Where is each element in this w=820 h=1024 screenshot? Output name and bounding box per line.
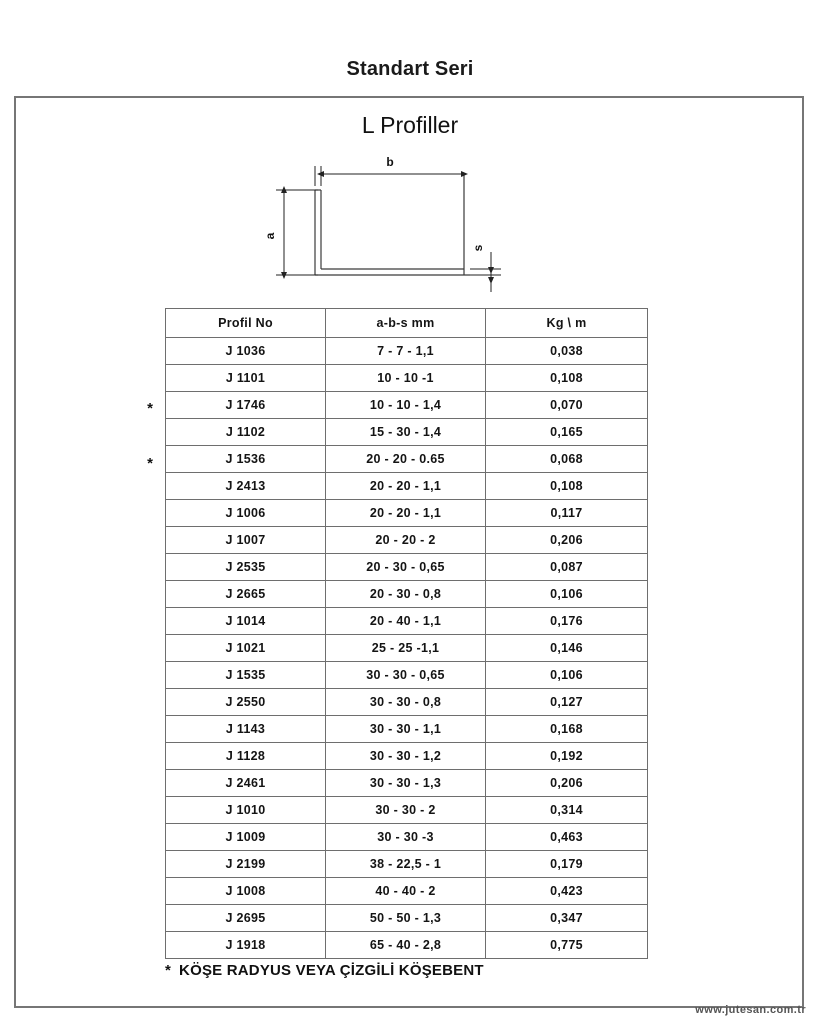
column-header-weight: Kg \ m bbox=[486, 309, 648, 338]
table-row bbox=[166, 446, 648, 473]
cell-weight: 0,314 bbox=[486, 797, 648, 824]
table-row bbox=[166, 500, 648, 527]
cell-dimensions: 20 - 30 - 0,8 bbox=[326, 581, 486, 608]
footnote-asterisk: * bbox=[165, 962, 172, 979]
table-row bbox=[166, 662, 648, 689]
cell-profil-no: J 1009 bbox=[166, 824, 326, 851]
cell-dimensions: 30 - 30 - 1,1 bbox=[326, 716, 486, 743]
cell-profil-no: J 1036 bbox=[166, 338, 326, 365]
table-row bbox=[166, 743, 648, 770]
cell-dimensions: 15 - 30 - 1,4 bbox=[326, 419, 486, 446]
cell-weight: 0,106 bbox=[486, 662, 648, 689]
cell-profil-no: J 1014 bbox=[166, 608, 326, 635]
table-row bbox=[166, 554, 648, 581]
section-heading: L Profiller bbox=[361, 112, 459, 138]
l-profile-drawing bbox=[258, 152, 508, 302]
profile-spec-table bbox=[165, 308, 648, 959]
row-asterisk-marker: * bbox=[147, 454, 153, 472]
table-row bbox=[166, 797, 648, 824]
table-row bbox=[166, 770, 648, 797]
cell-weight: 0,146 bbox=[486, 635, 648, 662]
cell-weight: 0,165 bbox=[486, 419, 648, 446]
cell-dimensions: 25 - 25 -1,1 bbox=[326, 635, 486, 662]
cell-weight: 0,108 bbox=[486, 473, 648, 500]
cell-profil-no: J 1746 bbox=[166, 392, 326, 419]
table-row bbox=[166, 419, 648, 446]
table-row bbox=[166, 851, 648, 878]
cell-profil-no: J 1006 bbox=[166, 500, 326, 527]
table-row bbox=[166, 527, 648, 554]
cell-profil-no: J 2199 bbox=[166, 851, 326, 878]
cell-dimensions: 7 - 7 - 1,1 bbox=[326, 338, 486, 365]
cell-dimensions: 30 - 30 - 0,65 bbox=[326, 662, 486, 689]
cell-profil-no: J 1021 bbox=[166, 635, 326, 662]
cell-profil-no: J 1102 bbox=[166, 419, 326, 446]
cell-weight: 0,038 bbox=[486, 338, 648, 365]
cell-weight: 0,176 bbox=[486, 608, 648, 635]
table-row bbox=[166, 824, 648, 851]
cell-profil-no: J 2695 bbox=[166, 905, 326, 932]
cell-weight: 0,127 bbox=[486, 689, 648, 716]
cell-dimensions: 30 - 30 -3 bbox=[326, 824, 486, 851]
cell-profil-no: J 1010 bbox=[166, 797, 326, 824]
cell-dimensions: 20 - 30 - 0,65 bbox=[326, 554, 486, 581]
cell-weight: 0,179 bbox=[486, 851, 648, 878]
footnote-text: KÖŞE RADYUS VEYA ÇİZGİLİ KÖŞEBENT bbox=[179, 962, 484, 979]
cell-dimensions: 30 - 30 - 1,2 bbox=[326, 743, 486, 770]
cell-weight: 0,463 bbox=[486, 824, 648, 851]
column-header-dimensions: a-b-s mm bbox=[326, 309, 486, 338]
cell-weight: 0,117 bbox=[486, 500, 648, 527]
page-title: Standart Seri bbox=[346, 58, 474, 80]
cell-weight: 0,192 bbox=[486, 743, 648, 770]
dimension-label-a: a bbox=[263, 232, 277, 240]
cell-profil-no: J 2461 bbox=[166, 770, 326, 797]
cell-dimensions: 20 - 20 - 0.65 bbox=[326, 446, 486, 473]
cell-weight: 0,347 bbox=[486, 905, 648, 932]
cell-weight: 0,206 bbox=[486, 770, 648, 797]
cell-weight: 0,168 bbox=[486, 716, 648, 743]
cell-dimensions: 30 - 30 - 2 bbox=[326, 797, 486, 824]
cell-profil-no: J 2550 bbox=[166, 689, 326, 716]
cell-weight: 0,775 bbox=[486, 932, 648, 959]
cell-weight: 0,068 bbox=[486, 446, 648, 473]
cell-dimensions: 10 - 10 -1 bbox=[326, 365, 486, 392]
cell-weight: 0,087 bbox=[486, 554, 648, 581]
cell-weight: 0,108 bbox=[486, 365, 648, 392]
cell-dimensions: 20 - 20 - 1,1 bbox=[326, 500, 486, 527]
table-row bbox=[166, 716, 648, 743]
cell-dimensions: 20 - 40 - 1,1 bbox=[326, 608, 486, 635]
cell-profil-no: J 1008 bbox=[166, 878, 326, 905]
dimension-label-b: b bbox=[386, 155, 394, 169]
dimension-label-s: s bbox=[471, 244, 485, 252]
table-row bbox=[166, 338, 648, 365]
cell-weight: 0,106 bbox=[486, 581, 648, 608]
table-row bbox=[166, 608, 648, 635]
cell-profil-no: J 1128 bbox=[166, 743, 326, 770]
table-row bbox=[166, 392, 648, 419]
cell-profil-no: J 1918 bbox=[166, 932, 326, 959]
cell-dimensions: 50 - 50 - 1,3 bbox=[326, 905, 486, 932]
cell-dimensions: 40 - 40 - 2 bbox=[326, 878, 486, 905]
row-asterisk-marker: * bbox=[147, 399, 153, 417]
table-row bbox=[166, 581, 648, 608]
footnote bbox=[165, 962, 665, 979]
cell-dimensions: 30 - 30 - 1,3 bbox=[326, 770, 486, 797]
cell-dimensions: 20 - 20 - 1,1 bbox=[326, 473, 486, 500]
table-header-row bbox=[166, 309, 648, 338]
table-row bbox=[166, 365, 648, 392]
site-watermark: www.jutesan.com.tr bbox=[695, 1004, 806, 1016]
table-row bbox=[166, 905, 648, 932]
column-header-profil-no: Profil No bbox=[166, 309, 326, 338]
cell-profil-no: J 1007 bbox=[166, 527, 326, 554]
cell-profil-no: J 1101 bbox=[166, 365, 326, 392]
cell-dimensions: 38 - 22,5 - 1 bbox=[326, 851, 486, 878]
cell-profil-no: J 2413 bbox=[166, 473, 326, 500]
cell-weight: 0,206 bbox=[486, 527, 648, 554]
cell-profil-no: J 1143 bbox=[166, 716, 326, 743]
cell-weight: 0,070 bbox=[486, 392, 648, 419]
table-row bbox=[166, 878, 648, 905]
table-row bbox=[166, 473, 648, 500]
cell-weight: 0,423 bbox=[486, 878, 648, 905]
cell-profil-no: J 2665 bbox=[166, 581, 326, 608]
cell-dimensions: 65 - 40 - 2,8 bbox=[326, 932, 486, 959]
cell-dimensions: 10 - 10 - 1,4 bbox=[326, 392, 486, 419]
table-row bbox=[166, 689, 648, 716]
table-row bbox=[166, 932, 648, 959]
cell-profil-no: J 1535 bbox=[166, 662, 326, 689]
cell-dimensions: 30 - 30 - 0,8 bbox=[326, 689, 486, 716]
cell-profil-no: J 1536 bbox=[166, 446, 326, 473]
table-row bbox=[166, 635, 648, 662]
cell-profil-no: J 2535 bbox=[166, 554, 326, 581]
cell-dimensions: 20 - 20 - 2 bbox=[326, 527, 486, 554]
